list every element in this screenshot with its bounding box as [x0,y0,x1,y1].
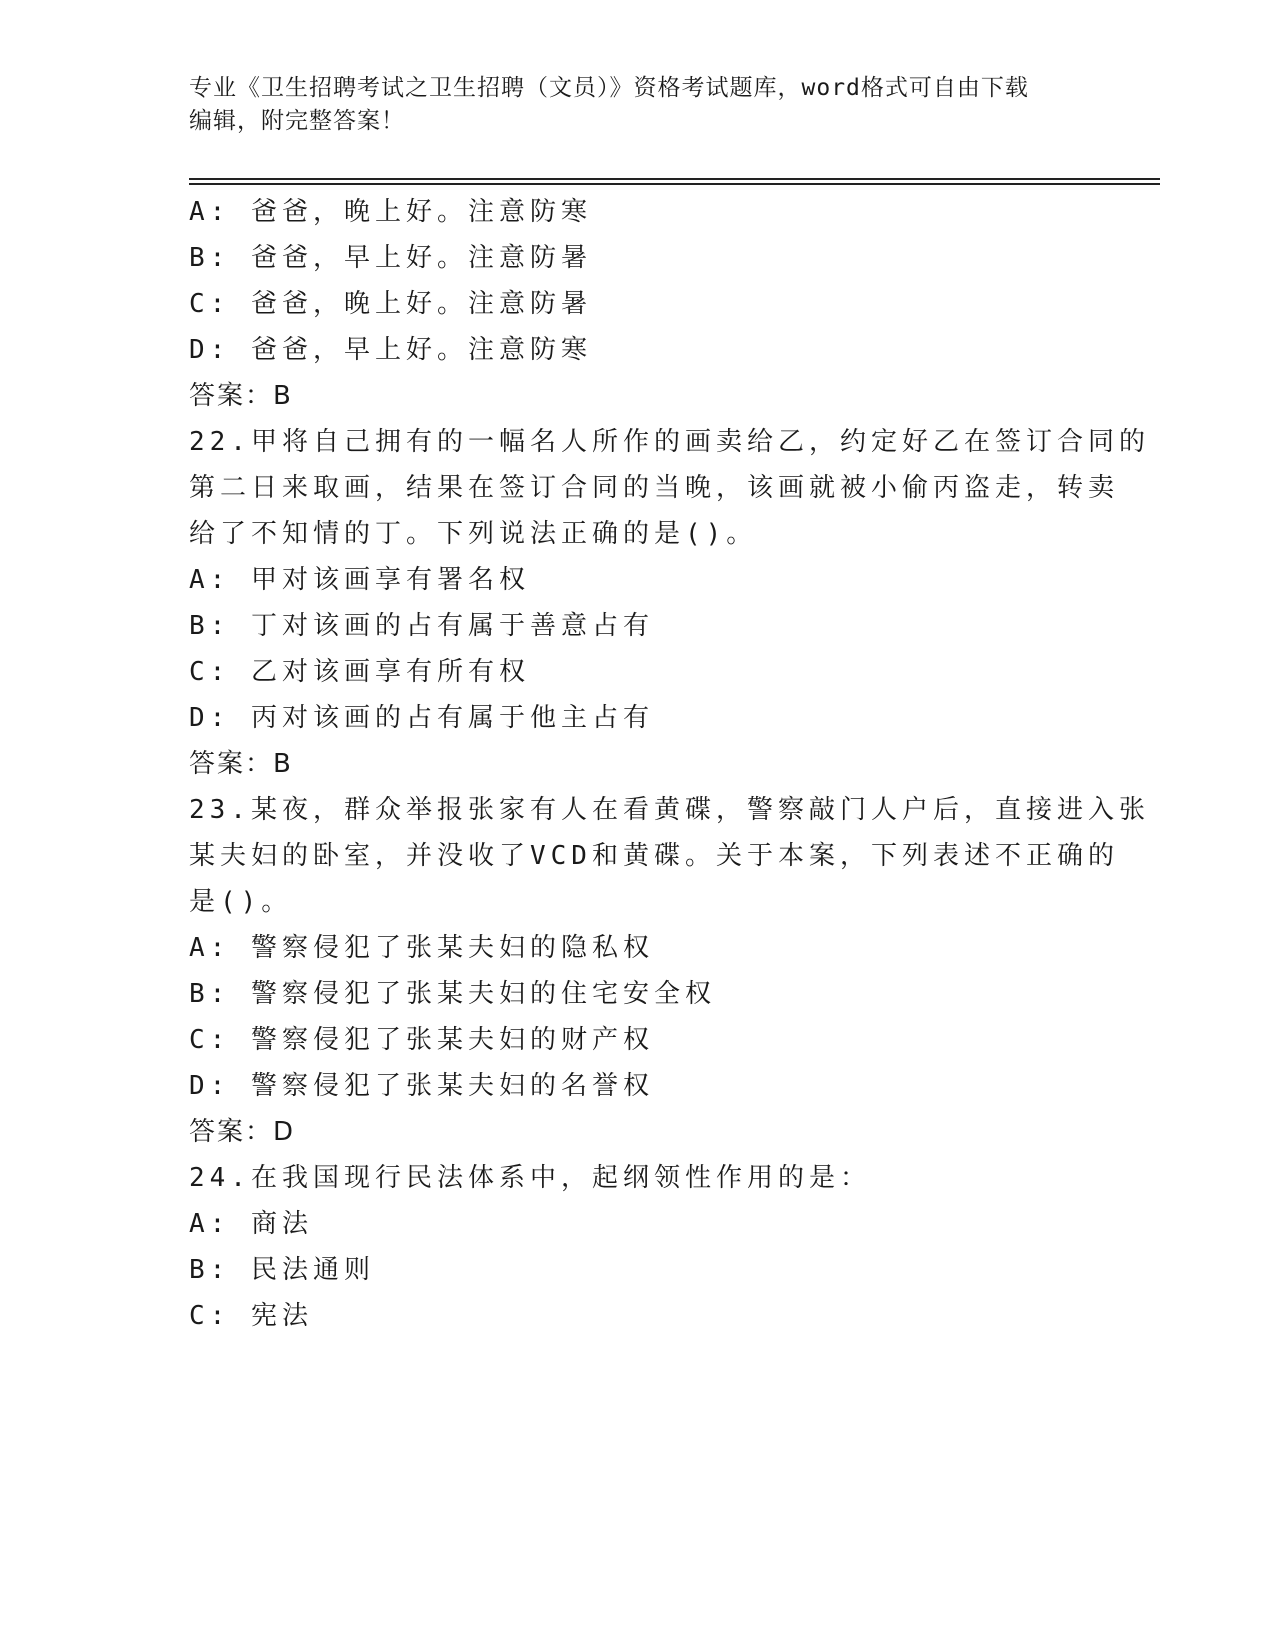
option-a: A: 爸爸，晚上好。注意防寒 [189,197,592,227]
option-c: C: 警察侵犯了张某夫妇的财产权 [189,1025,654,1055]
option-b: B: 爸爸，早上好。注意防暑 [189,243,592,273]
option-b: B: 民法通则 [189,1255,375,1285]
question-stem-line: 第二日来取画，结果在签订合同的当晚，该画就被小偷丙盗走，转卖 [189,473,1120,503]
header-line-1: 专业《卫生招聘考试之卫生招聘（文员）》资格考试题库，word格式可自由下载 [189,75,1029,101]
question-stem-line: 23.某夜，群众举报张家有人在看黄碟，警察敲门人户后，直接进入张 [189,795,1150,825]
header-divider-bottom [189,183,1160,185]
option-b: B: 警察侵犯了张某夫妇的住宅安全权 [189,979,716,1009]
option-c: C: 宪法 [189,1301,313,1331]
option-d: D: 爸爸，早上好。注意防寒 [189,335,592,365]
answer-label: 答案：B [189,381,293,411]
question-list [189,189,1150,1339]
header-divider-top [189,178,1160,180]
option-a: A: 甲对该画享有署名权 [189,565,530,595]
question-22 [189,419,1150,787]
option-c: C: 乙对该画享有所有权 [189,657,530,687]
question-stem-line: 22.甲将自己拥有的一幅名人所作的画卖给乙，约定好乙在签订合同的 [189,427,1150,457]
header-line-2: 编辑，附完整答案！ [189,108,405,134]
answer-label: 答案：D [189,1117,296,1147]
question-stem-line: 某夫妇的卧室，并没收了VCD和黄碟。关于本案，下列表述不正确的 [189,841,1119,871]
question-stem-line: 是()。 [189,887,293,917]
answer-label: 答案：B [189,749,293,779]
option-b: B: 丁对该画的占有属于善意占有 [189,611,654,641]
option-c: C: 爸爸，晚上好。注意防暑 [189,289,592,319]
question-stem-line: 给了不知情的丁。下列说法正确的是()。 [189,519,758,549]
option-d: D: 丙对该画的占有属于他主占有 [189,703,654,733]
question-stem-line: 24.在我国现行民法体系中，起纲领性作用的是： [189,1163,871,1193]
option-a: A: 商法 [189,1209,313,1239]
question-21 [189,189,1089,419]
option-a: A: 警察侵犯了张某夫妇的隐私权 [189,933,654,963]
option-d: D: 警察侵犯了张某夫妇的名誉权 [189,1071,654,1101]
question-23 [189,787,1150,1155]
document-header [189,72,1089,138]
question-24 [189,1155,1089,1339]
